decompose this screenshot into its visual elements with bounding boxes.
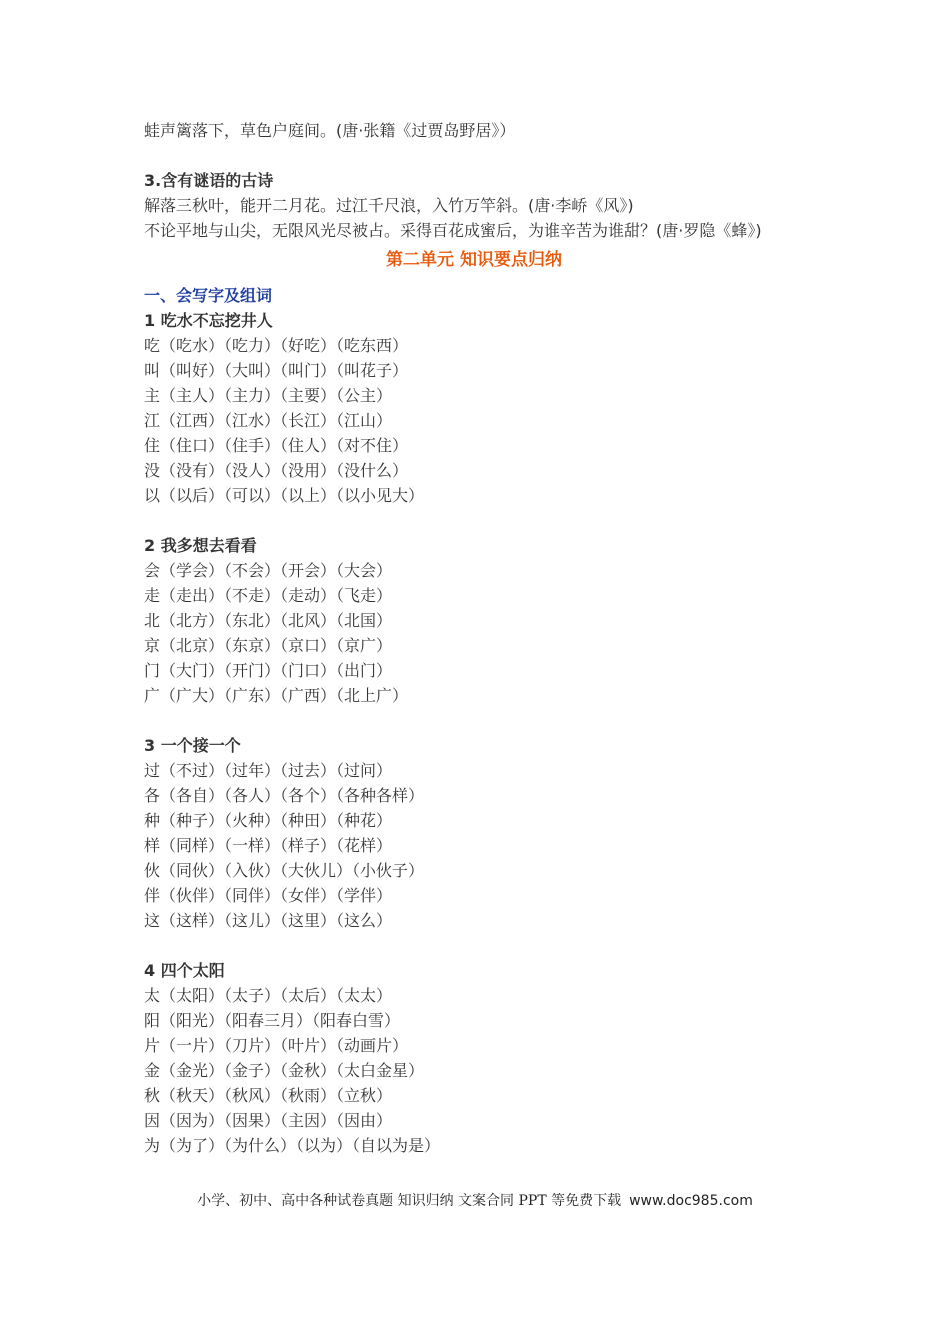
spacer: [144, 143, 844, 168]
page-footer: [0, 1190, 950, 1210]
riddle-poem-line: 解落三秋叶，能开二月花。过江千尺浪，入竹万竿斜。(唐·李峤《风》): [144, 196, 634, 215]
word-row: 门（大门）（开门）（门口）（出门）: [144, 661, 393, 680]
word-row: 吃（吃水）（吃力）（好吃）（吃东西）: [144, 336, 409, 355]
spacer: [144, 933, 844, 958]
word-row: 过（不过）（过年）（过去）（过问）: [144, 761, 393, 780]
word-row: 因（因为）（因果）（主因）（因由）: [144, 1111, 393, 1130]
riddle-poems-title: 3.含有谜语的古诗: [144, 171, 274, 190]
word-row: 住（住口）（住手）（住人）（对不住）: [144, 436, 409, 455]
word-row: 片（一片）（刀片）（叶片）（动画片）: [144, 1036, 409, 1055]
footer-text: 小学、初中、高中各种试卷真题 知识归纳 文案合同 PPT 等免费下载: [197, 1193, 622, 1209]
spacer: [144, 708, 844, 733]
word-row: 京（北京）（东京）（京口）（京广）: [144, 636, 393, 655]
word-row: 走（走出）（不走）（走动）（飞走）: [144, 586, 393, 605]
word-row: 太（太阳）（太子）（太后）（太太）: [144, 986, 393, 1005]
lesson-block: [144, 958, 844, 1158]
lesson-block: [144, 733, 844, 933]
word-row: 伴（伙伴）（同伴）（女伴）（学伴）: [144, 886, 393, 905]
lesson-title: 1 吃水不忘挖井人: [144, 311, 273, 330]
word-row: 各（各自）（各人）（各个）（各种各样）: [144, 786, 425, 805]
word-row: 主（主人）（主力）（主要）（公主）: [144, 386, 393, 405]
word-row: 种（种子）（火种）（种田）（种花）: [144, 811, 393, 830]
lesson-block: [144, 308, 844, 508]
lesson-title: 4 四个太阳: [144, 961, 225, 980]
lesson-title: 2 我多想去看看: [144, 536, 257, 555]
intro-poem-line: 蛙声篱落下，草色户庭间。(唐·张籍《过贾岛野居》）: [144, 121, 516, 140]
document-page: [144, 118, 844, 1158]
word-row: 为（为了）（为什么）（以为）（自以为是）: [144, 1136, 441, 1155]
word-row: 伙（同伙）（入伙）（大伙儿）（小伙子）: [144, 861, 425, 880]
word-row: 金（金光）（金子）（金秋）（太白金星）: [144, 1061, 425, 1080]
lesson-block: [144, 533, 844, 708]
word-row: 这（这样）（这儿）（这里）（这么）: [144, 911, 393, 930]
word-row: 以（以后）（可以）（以上）（以小见大）: [144, 486, 425, 505]
word-row: 广（广大）（广东）（广西）（北上广）: [144, 686, 409, 705]
word-row: 秋（秋天）（秋风）（秋雨）（立秋）: [144, 1086, 393, 1105]
unit-title: 第二单元 知识要点归纳: [386, 250, 562, 270]
word-row: 北（北方）（东北）（北风）（北国）: [144, 611, 393, 630]
footer-url-link[interactable]: www.doc985.com: [629, 1193, 753, 1209]
word-row: 样（同样）（一样）（样子）（花样）: [144, 836, 393, 855]
word-row: 没（没有）（没人）（没用）（没什么）: [144, 461, 409, 480]
lesson-title: 3 一个接一个: [144, 736, 241, 755]
riddle-poem-line: 不论平地与山尖，无限风光尽被占。采得百花成蜜后，为谁辛苦为谁甜？(唐·罗隐《蜂》): [144, 221, 762, 240]
word-row: 阳（阳光）（阳春三月）（阳春白雪）: [144, 1011, 401, 1030]
word-row: 叫（叫好）（大叫）（叫门）（叫花子）: [144, 361, 409, 380]
word-row: 江（江西）（江水）（长江）（江山）: [144, 411, 393, 430]
section-title: 一、会写字及组词: [144, 286, 273, 305]
word-row: 会（学会）（不会）（开会）（大会）: [144, 561, 393, 580]
spacer: [144, 508, 844, 533]
